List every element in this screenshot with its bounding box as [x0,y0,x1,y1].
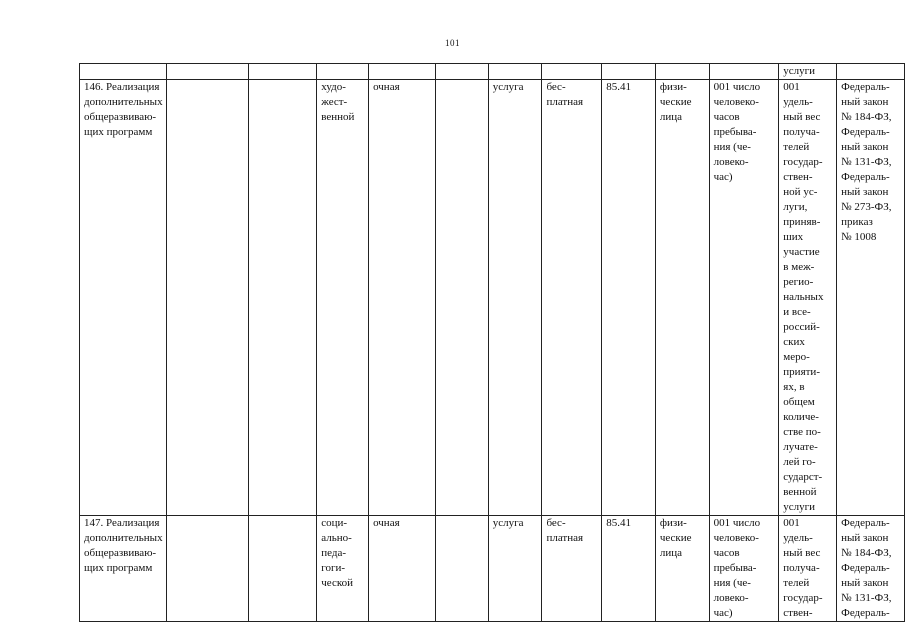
quality-indicator-cell: услуги [779,64,837,80]
type-cell: услуга [488,516,542,622]
okved-cell: 85.41 [602,516,656,622]
table-row [80,516,905,622]
legal-basis-cell: Федераль- ный закон № 184-ФЗ, Федераль- ный закон № 131-ФЗ, Федераль- [837,516,905,622]
table-cell [709,64,779,80]
direction-cell: худо- жест- венной [317,80,369,516]
okved-cell: 85.41 [602,80,656,516]
table-cell [542,64,602,80]
table-cell [435,64,488,80]
table-cell [166,516,249,622]
form-cell: очная [369,80,435,516]
table-cell [249,516,317,622]
table-cell [837,64,905,80]
services-registry-table [79,63,905,622]
table-cell [602,64,656,80]
quality-indicator-cell: 001 удель- ный вес получа- телей государ- ствен- ной ус- луги, приняв- ших участие в меж- регио- нальных и все- россий- ских меро- прияти- ях, в общем количе- стве по- лучате- лей го- сударст- венной услуги [779,80,837,516]
direction-cell: соци- ально- педа- гоги- ческой [317,516,369,622]
payment-cell: бес- платная [542,80,602,516]
payment-cell: бес- платная [542,516,602,622]
table-row [80,80,905,516]
table-cell [249,80,317,516]
legal-basis-cell: Федераль- ный закон № 184-ФЗ, Федераль- ный закон № 131-ФЗ, Федераль- ный закон № 273-ФЗ, приказ № 1008 [837,80,905,516]
table-cell [435,516,488,622]
type-cell: услуга [488,80,542,516]
continuation-row [80,64,905,80]
table-cell [369,64,435,80]
quality-indicator-cell: 001 удель- ный вес получа- телей государ- ствен- [779,516,837,622]
table-cell [166,64,249,80]
volume-indicator-cell: 001 число человеко- часов пребыва- ния (че- ловеко- час) [709,80,779,516]
table-cell [435,80,488,516]
table-cell [317,64,369,80]
table-cell [655,64,709,80]
table-cell [166,80,249,516]
service-name-cell: 146. Реализация дополнительных общеразвиваю- щих программ [80,80,167,516]
consumers-cell: физи- ческие лица [655,516,709,622]
table-cell [488,64,542,80]
volume-indicator-cell: 001 число человеко- часов пребыва- ния (че- ловеко- час) [709,516,779,622]
consumers-cell: физи- ческие лица [655,80,709,516]
table-cell [249,64,317,80]
page-number: 101 [445,38,460,48]
table-cell [80,64,167,80]
form-cell: очная [369,516,435,622]
service-name-cell: 147. Реализация дополнительных общеразвиваю- щих программ [80,516,167,622]
